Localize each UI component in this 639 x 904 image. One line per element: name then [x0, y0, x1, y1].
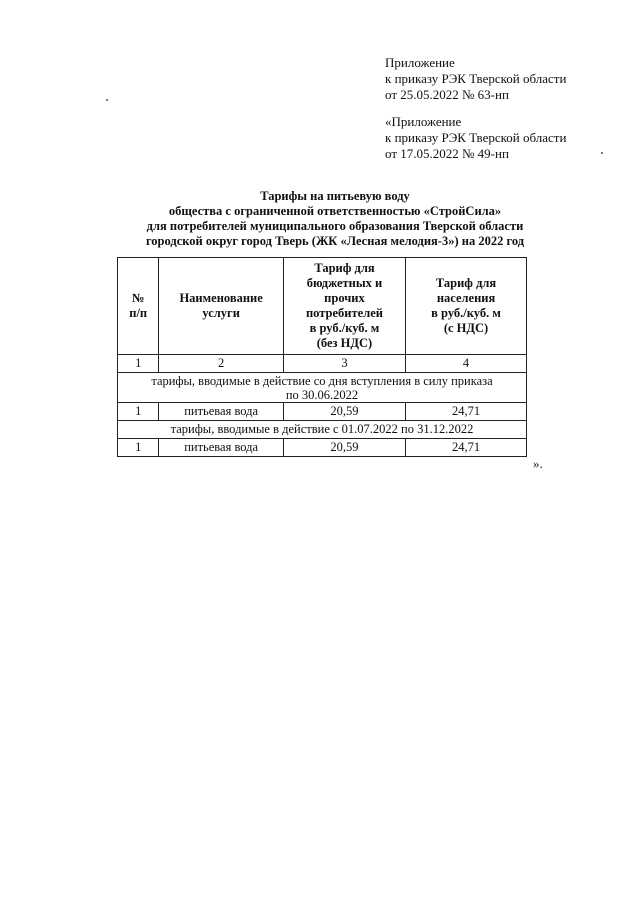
header-text: прочих [324, 291, 365, 305]
population-tariff-value: 24,71 [406, 403, 527, 421]
header-text: Тариф для [314, 261, 375, 275]
appendix-order-ref: к приказу РЭК Тверской области [385, 130, 567, 145]
appendix-order-date: от 25.05.2022 № 63-нп [385, 87, 509, 102]
period-label: тарифы, вводимые в действие с 01.07.2022 по 31.12.2022 [118, 421, 527, 439]
appendix-order-ref: к приказу РЭК Тверской области [385, 71, 567, 86]
service-name: питьевая вода [159, 439, 283, 457]
column-number: 4 [406, 355, 527, 373]
column-number: 2 [159, 355, 283, 373]
header-text: Тариф для [435, 276, 497, 290]
header-text: в руб./куб. м [431, 306, 501, 320]
period-row [118, 421, 527, 439]
table-header-row [118, 258, 527, 355]
header-text: бюджетных и [306, 276, 383, 290]
title-line: городской округ город Тверь (ЖК «Лесная мелодия-3») на 2022 год [145, 234, 525, 248]
period-label [118, 373, 527, 403]
row-number: 1 [118, 403, 159, 421]
table-row [118, 403, 527, 421]
document-title [100, 189, 570, 249]
closing-quote-mark: ». [533, 456, 543, 471]
header-text: потребителей [305, 306, 383, 320]
scan-speck [106, 99, 108, 101]
header-population-tariff [406, 258, 527, 355]
title-line: для потребителей муниципального образования Тверской области [146, 219, 524, 233]
header-text: услуги [202, 306, 240, 320]
title-line: Тарифы на питьевую воду [260, 189, 410, 203]
appendix-label: «Приложение [385, 114, 462, 129]
header-budget-tariff [283, 258, 405, 355]
column-number-row [118, 355, 527, 373]
column-number: 3 [283, 355, 405, 373]
header-text: (без НДС) [316, 336, 373, 350]
period-text: тарифы, вводимые в действие со дня вступления в силу приказа [151, 373, 493, 388]
appendix-header-current [385, 55, 566, 103]
header-text: № [131, 291, 145, 305]
scan-speck [601, 152, 603, 154]
header-number [118, 258, 159, 355]
header-text: населения [436, 291, 496, 305]
header-service-name [159, 258, 283, 355]
appendix-order-date: от 17.05.2022 № 49-нп [385, 146, 509, 161]
appendix-label: Приложение [385, 55, 455, 70]
title-line: общества с ограниченной ответственностью «СтройСила» [168, 204, 502, 218]
budget-tariff-value: 20,59 [283, 439, 405, 457]
budget-tariff-value: 20,59 [283, 403, 405, 421]
period-text: по 30.06.2022 [285, 387, 359, 402]
appendix-header-amended [385, 114, 566, 162]
tariff-table [117, 257, 527, 457]
population-tariff-value: 24,71 [406, 439, 527, 457]
header-text: (с НДС) [443, 321, 489, 335]
column-number: 1 [118, 355, 159, 373]
table-row [118, 439, 527, 457]
service-name: питьевая вода [159, 403, 283, 421]
period-row [118, 373, 527, 403]
header-text: в руб./куб. м [309, 321, 380, 335]
row-number: 1 [118, 439, 159, 457]
header-text: п/п [129, 306, 148, 320]
header-text: Наименование [179, 291, 263, 305]
